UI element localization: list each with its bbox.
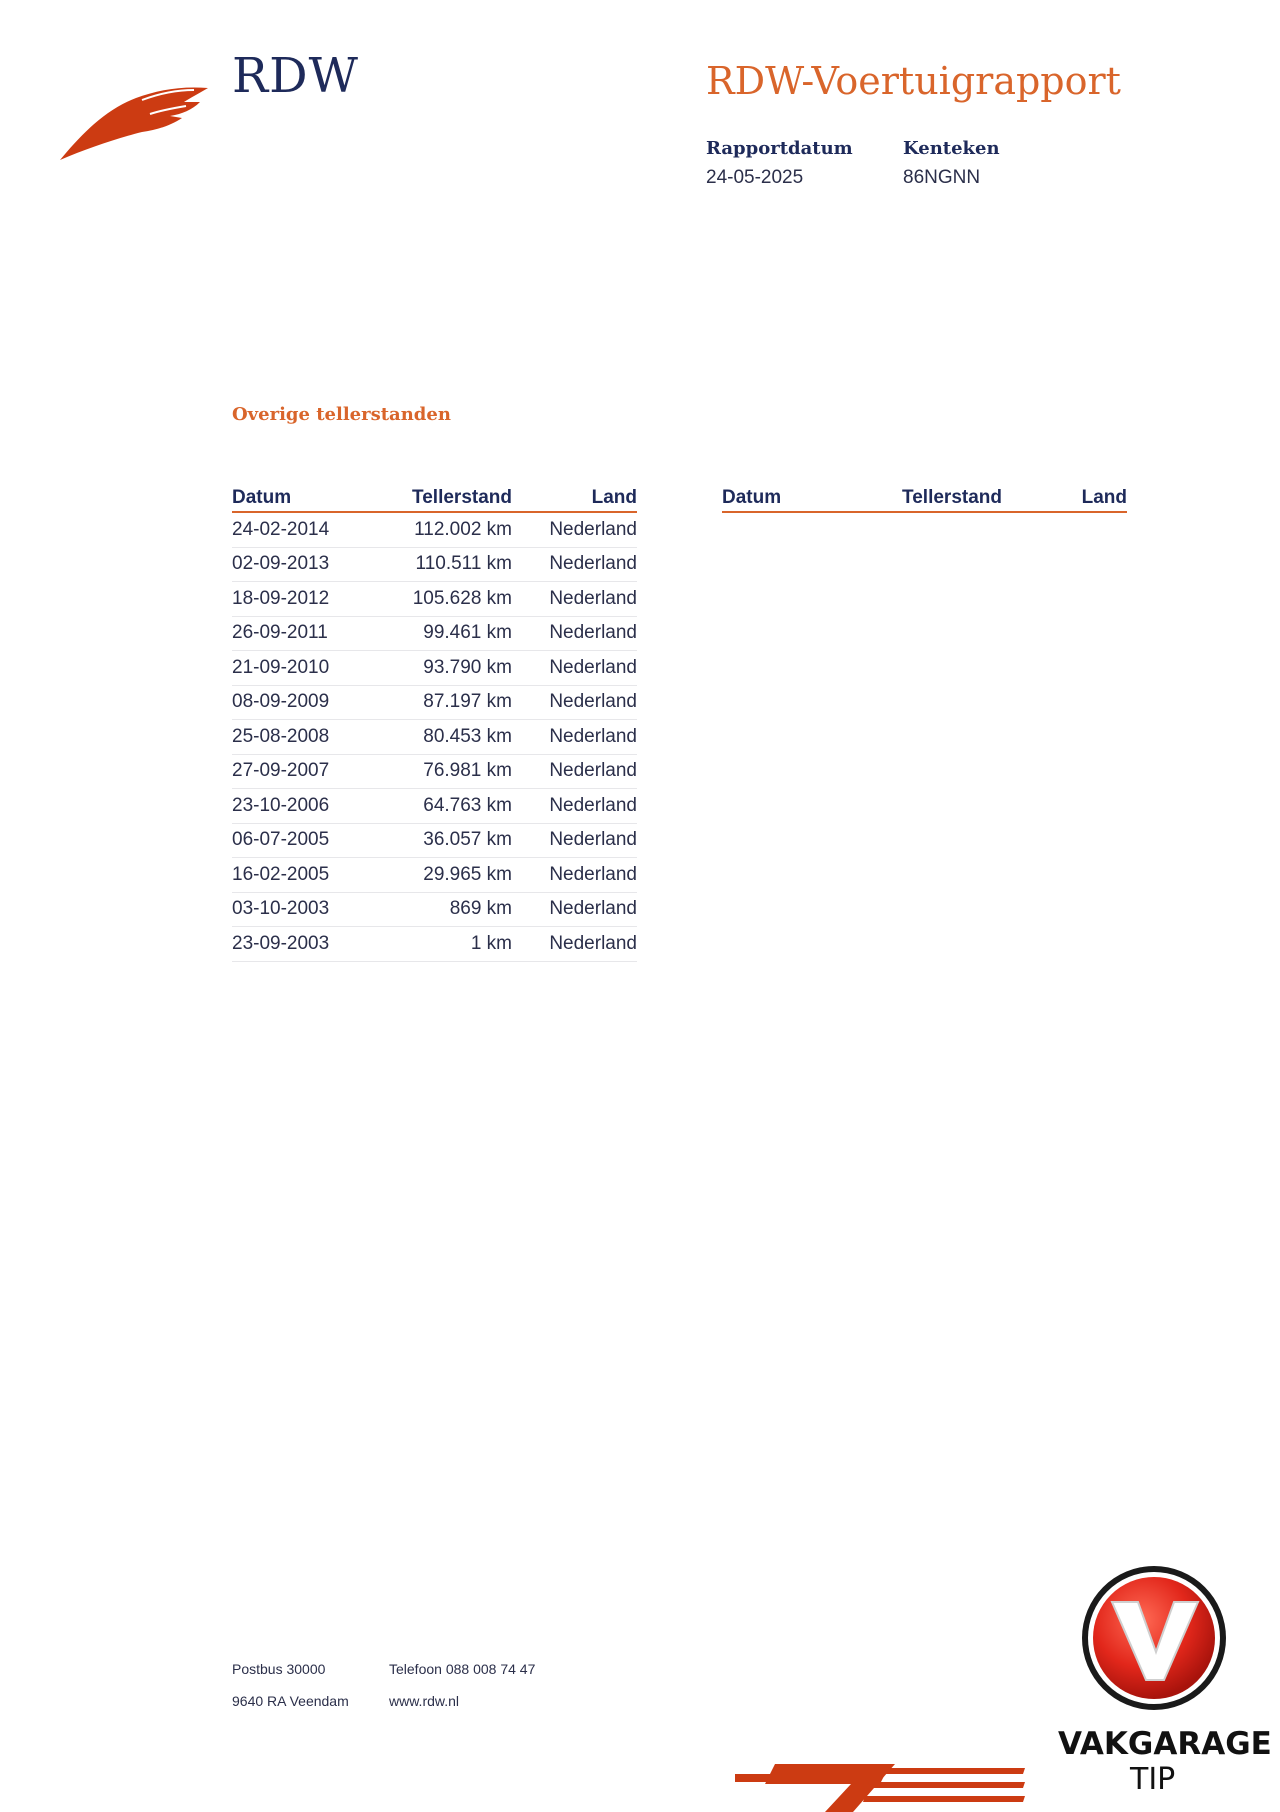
rdw-stripes-icon [735,1760,1025,1812]
rapportdatum-value: 24-05-2025 [706,167,804,188]
cell-land: Nederland [549,829,637,851]
footer-website[interactable]: www.rdw.nl [389,1693,460,1709]
cell-tellerstand: 80.453 km [423,725,512,747]
cell-tellerstand: 112.002 km [414,518,512,540]
section-title: Overige tellerstanden [232,404,451,425]
cell-tellerstand: 76.981 km [423,760,512,782]
cell-datum: 26-09-2011 [232,622,328,644]
header-tellerstand: Tellerstand [902,487,1002,508]
cell-datum: 23-10-2006 [232,794,330,816]
footer-plaats: 9640 RA Veendam [232,1693,349,1709]
table-header [232,485,637,513]
footer-postbus: Postbus 30000 [232,1661,326,1677]
cell-land: Nederland [549,794,637,816]
cell-datum: 25-08-2008 [232,725,330,747]
cell-land: Nederland [549,760,637,782]
cell-land: Nederland [549,932,637,954]
table-body [232,513,637,962]
cell-land: Nederland [549,518,637,540]
table-row [232,858,637,893]
tellerstanden-table-left [232,485,637,962]
kenteken-label: Kenteken [903,138,1000,159]
vakgarage-brand: VAKGARAGE [1058,1726,1272,1762]
cell-datum: 03-10-2003 [232,898,330,920]
rapportdatum-label: Rapportdatum [706,138,853,159]
cell-tellerstand: 1 km [470,932,512,954]
cell-land: Nederland [549,725,637,747]
cell-datum: 08-09-2009 [232,691,330,713]
cell-tellerstand: 36.057 km [423,829,512,851]
cell-datum: 06-07-2005 [232,829,330,851]
cell-tellerstand: 64.763 km [423,794,512,816]
cell-tellerstand: 93.790 km [423,656,512,678]
cell-land: Nederland [549,622,637,644]
header-tellerstand: Tellerstand [412,487,512,508]
kenteken-value: 86NGNN [903,167,981,188]
cell-tellerstand: 110.511 km [415,553,512,575]
cell-datum: 24-02-2014 [232,518,330,540]
cell-land: Nederland [549,863,637,885]
cell-datum: 16-02-2005 [232,863,330,885]
cell-tellerstand: 87.197 km [423,691,512,713]
footer-telefoon: Telefoon 088 008 74 47 [389,1661,536,1677]
v-badge-icon [1050,1560,1260,1720]
header-land: Land [1081,487,1127,508]
cell-datum: 21-09-2010 [232,656,330,678]
table-row [232,617,637,652]
cell-tellerstand: 869 km [449,898,512,920]
table-row [232,755,637,790]
tellerstanden-table-right [722,485,1127,513]
cell-datum: 02-09-2013 [232,553,330,575]
cell-datum: 18-09-2012 [232,587,330,609]
table-row [232,824,637,859]
cell-datum: 27-09-2007 [232,760,330,782]
cell-datum: 23-09-2003 [232,932,330,954]
header-land: Land [591,487,637,508]
header-datum: Datum [722,487,782,508]
header-datum: Datum [232,487,292,508]
cell-tellerstand: 99.461 km [423,622,512,644]
cell-land: Nederland [549,898,637,920]
cell-land: Nederland [549,691,637,713]
table-row [232,686,637,721]
cell-land: Nederland [549,656,637,678]
cell-tellerstand: 29.965 km [423,863,512,885]
table-row [232,927,637,962]
table-row [232,720,637,755]
vakgarage-tip-badge [1050,1560,1272,1810]
table-row [232,651,637,686]
table-row [232,582,637,617]
rdw-feather-logo-icon [58,80,210,162]
table-row [232,548,637,583]
table-row [232,513,637,548]
table-header [722,485,1127,513]
cell-land: Nederland [549,553,637,575]
cell-tellerstand: 105.628 km [412,587,512,609]
table-row [232,893,637,928]
table-row [232,789,637,824]
vakgarage-sub: TIP [1130,1762,1176,1797]
report-title: RDW-Voertuigrapport [706,59,1121,103]
logo-wordmark: RDW [232,48,359,104]
cell-land: Nederland [549,587,637,609]
